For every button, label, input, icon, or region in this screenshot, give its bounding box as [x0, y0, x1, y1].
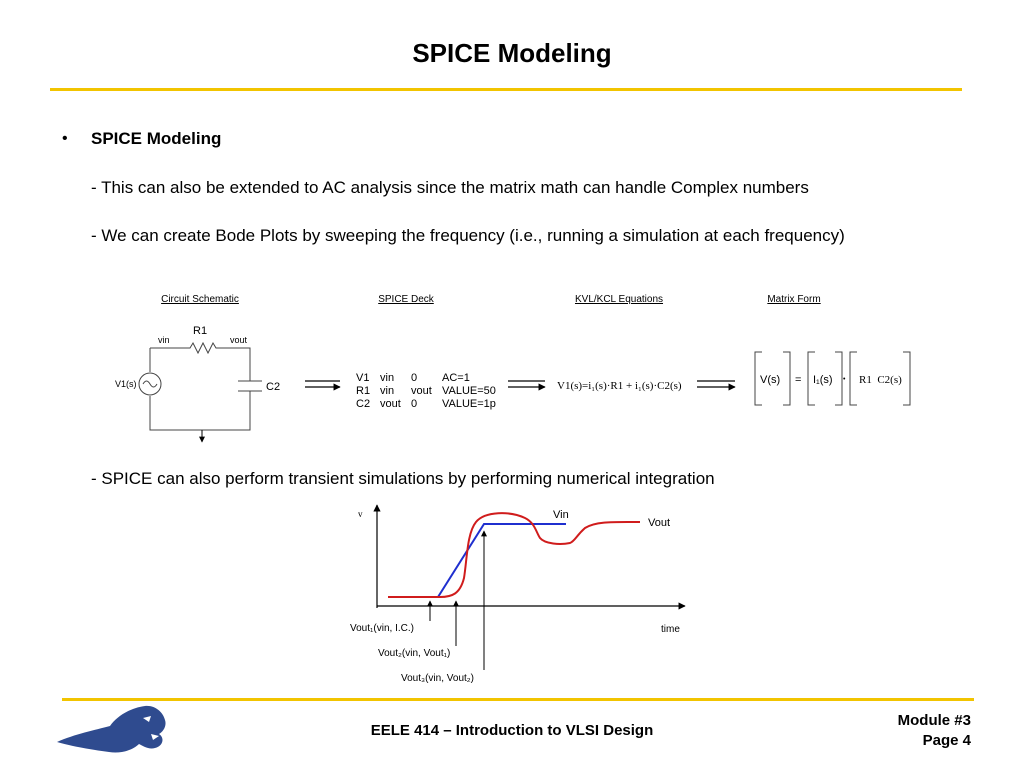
schematic-labels: [115, 325, 280, 393]
deck-row-3-name: C2: [356, 398, 371, 410]
circuit-schematic: [139, 343, 262, 442]
text-transient: - SPICE can also perform transient simulations by performing numerical integration: [91, 469, 715, 488]
source-label: V1(s): [115, 379, 137, 389]
x-axis-label: time: [661, 624, 680, 635]
footer-page: Page 4: [922, 732, 971, 749]
diagram-headers: [161, 294, 821, 305]
footer-divider: [62, 698, 974, 701]
deck-row-3-value: VALUE=1p: [442, 398, 496, 410]
deck-row-3-n2: 0: [411, 398, 418, 410]
r1-label: R1: [193, 325, 208, 337]
spice-deck: [356, 372, 496, 410]
text-ac-analysis: - This can also be extended to AC analysis since the matrix math can handle Complex numbers: [91, 178, 809, 197]
vout-node-label: vout: [230, 335, 248, 345]
matrix-form: [760, 374, 902, 386]
footer-course: EELE 414 – Introduction to VLSI Design: [370, 722, 654, 739]
deck-row-1-n2: 0: [411, 372, 418, 384]
header-matrix-form: Matrix Form: [767, 294, 821, 305]
kvl-equation: V1(s)=i₁(s)·R1 + i₁(s)·C2(s): [557, 380, 682, 392]
vin-legend: Vin: [553, 509, 569, 521]
header-circuit-schematic: Circuit Schematic: [161, 294, 239, 305]
annotation-vout3: Vout₃(vin, Vout₂): [401, 673, 474, 684]
vout-legend: Vout: [648, 517, 671, 529]
deck-row-3-n1: vout: [380, 398, 401, 410]
matrix-dot: •: [843, 376, 846, 383]
deck-row-2-n2: vout: [411, 385, 432, 397]
cap-label: C2: [266, 381, 281, 393]
footer-page-info: [898, 711, 971, 751]
deck-row-2-n1: vin: [380, 385, 395, 397]
bullet-heading: SPICE Modeling: [91, 129, 222, 148]
deck-row-1-name: V1: [356, 372, 370, 384]
header-spice-deck: SPICE Deck: [378, 294, 434, 305]
annotation-vout1: Vout₁(vin, I.C.): [350, 623, 414, 634]
matrix-current: I₁(s): [813, 374, 833, 386]
matrix-impedance: R1 C2(s): [859, 374, 902, 386]
bullet-marker: •: [62, 130, 68, 147]
y-axis-label: v: [358, 509, 363, 519]
deck-row-1-n1: vin: [380, 372, 395, 384]
text-bode-plots: - We can create Bode Plots by sweeping the frequency (i.e., running a simulation at each frequency): [91, 226, 845, 245]
header-kvl-kcl: KVL/KCL Equations: [574, 294, 664, 305]
slide-title: SPICE Modeling: [412, 38, 612, 68]
deck-row-1-value: AC=1: [442, 372, 470, 384]
matrix-voltage: V(s): [760, 374, 781, 386]
deck-row-2-value: VALUE=50: [442, 385, 496, 397]
vout-curve: [388, 513, 640, 597]
transient-plot: [350, 505, 685, 684]
matrix-equals: =: [795, 374, 802, 386]
footer-module: Module #3: [897, 712, 971, 729]
deck-row-2-name: R1: [356, 385, 371, 397]
annotation-vout2: Vout₂(vin, Vout₁): [378, 648, 451, 659]
vin-node-label: vin: [158, 335, 170, 345]
